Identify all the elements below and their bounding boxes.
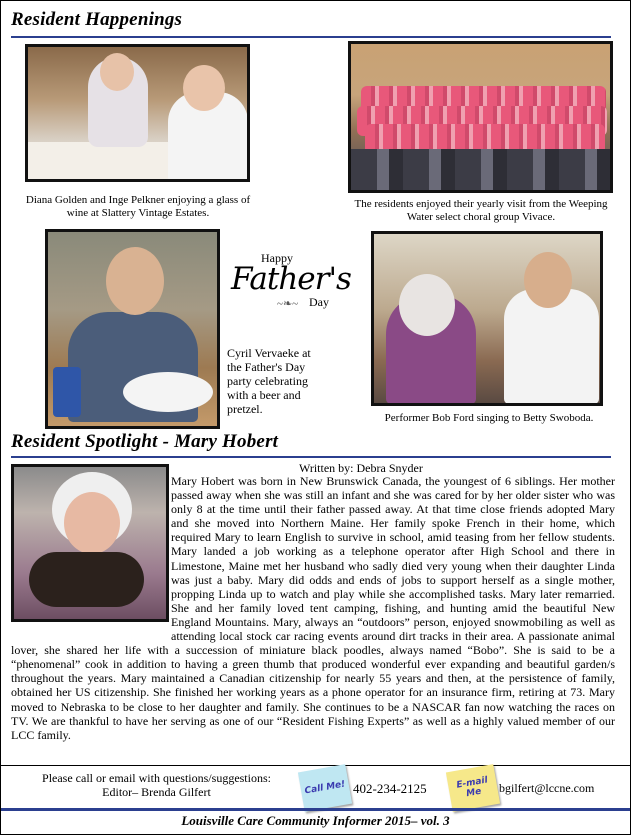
spotlight-title: Resident Spotlight - Mary Hobert (11, 431, 279, 452)
spotlight-rule (11, 456, 611, 458)
footer-bar (1, 808, 630, 811)
caption-wine-tasting: Diana Golden and Inge Pelkner enjoying a glass of wine at Slattery Vintage Estates. (25, 194, 251, 219)
call-me-note-icon: Call Me! (298, 764, 352, 812)
swirl-ornament-icon: ~❧~ (277, 298, 299, 310)
caption-choir-visit: The residents enjoyed their yearly visit from the Weeping Water select choral group Vivace. (354, 198, 608, 223)
contact-email[interactable]: bgilfert@lccne.com (499, 781, 595, 795)
contact-line-2: Editor– Brenda Gilfert (102, 785, 211, 799)
caption-fathers-day-party: Cyril Vervaeke at the Father's Day party celebrating with a beer and pretzel. (227, 346, 311, 416)
contact-phone: 402-234-2125 (353, 781, 427, 796)
fathers-day-graphic: Happy Father's ~❧~ Day (231, 251, 351, 310)
email-me-note-icon: E-mail Me (446, 764, 500, 812)
happenings-rule (11, 36, 611, 38)
photo-wine-tasting (25, 44, 250, 182)
caption-performer-singing: Performer Bob Ford singing to Betty Swoboda. (384, 412, 594, 424)
photo-performer-singing (371, 231, 603, 406)
contact-text (19, 771, 294, 799)
article-byline: Written by: Debra Snyder (299, 461, 423, 475)
contact-line-1: Please call or email with questions/suggestions: (42, 771, 271, 785)
article-container (11, 474, 615, 766)
footer-divider (1, 765, 630, 766)
footer-title: Louisville Care Community Informer 2015– vol. 3 (181, 813, 450, 828)
photo-choir-visit (348, 41, 613, 193)
happenings-title: Resident Happenings (11, 9, 183, 30)
photo-fathers-day-party (45, 229, 220, 429)
article-body: Mary Hobert was born in New Brunswick Canada, the youngest of 6 siblings. Her mother passed away when she was still an infant and she was cared for by her older sister who was only 8 at the time until their father passed away. At that time close friends adopted Mary and she moved into Northern Maine. Her family spoke French in their home, which required Mary to learn English to survive in school, amid teasing from her fellow students. Mary landed a job working as a telephone operator after High School and there in Limestone, Maine met her husband who sadly died very young when their daughter Linda was just a baby. Mary did odds and ends of jobs to support herself as a single mother, propping Linda up to watch and play while she accomplished tasks. Mary later remarried. She and her family loved tent camping, fishing, and hunting amid the beautiful New England Mountains. Mary, always an “outdoors” person, enjoyed snowmobiling as well as attending local stock car racing events around dirt tracks in their area. A passionate animal lover, she shared her life with a succession of miniature black poodles, always named “Bobo”. She is said to be a “phenomenal” cook in addition to having a green thumb that produced wonderful ever expanding and beautiful garden/s throughout the years. Mary maintained a Canadian citizenship for nearly 55 years and then, at the persistence of family, obtained her US citizenship. She finished her working years as a phone operator for an insurance firm, retiring at 73. Mary moved to Nebraska to be close to her daughter and family. She continues to be a NASCAR fan now watching the races on TV. We are thankful to have her serving as one of our “Resident Fishing Experts” as well as a highly valued member of our LCC family. (11, 474, 615, 742)
